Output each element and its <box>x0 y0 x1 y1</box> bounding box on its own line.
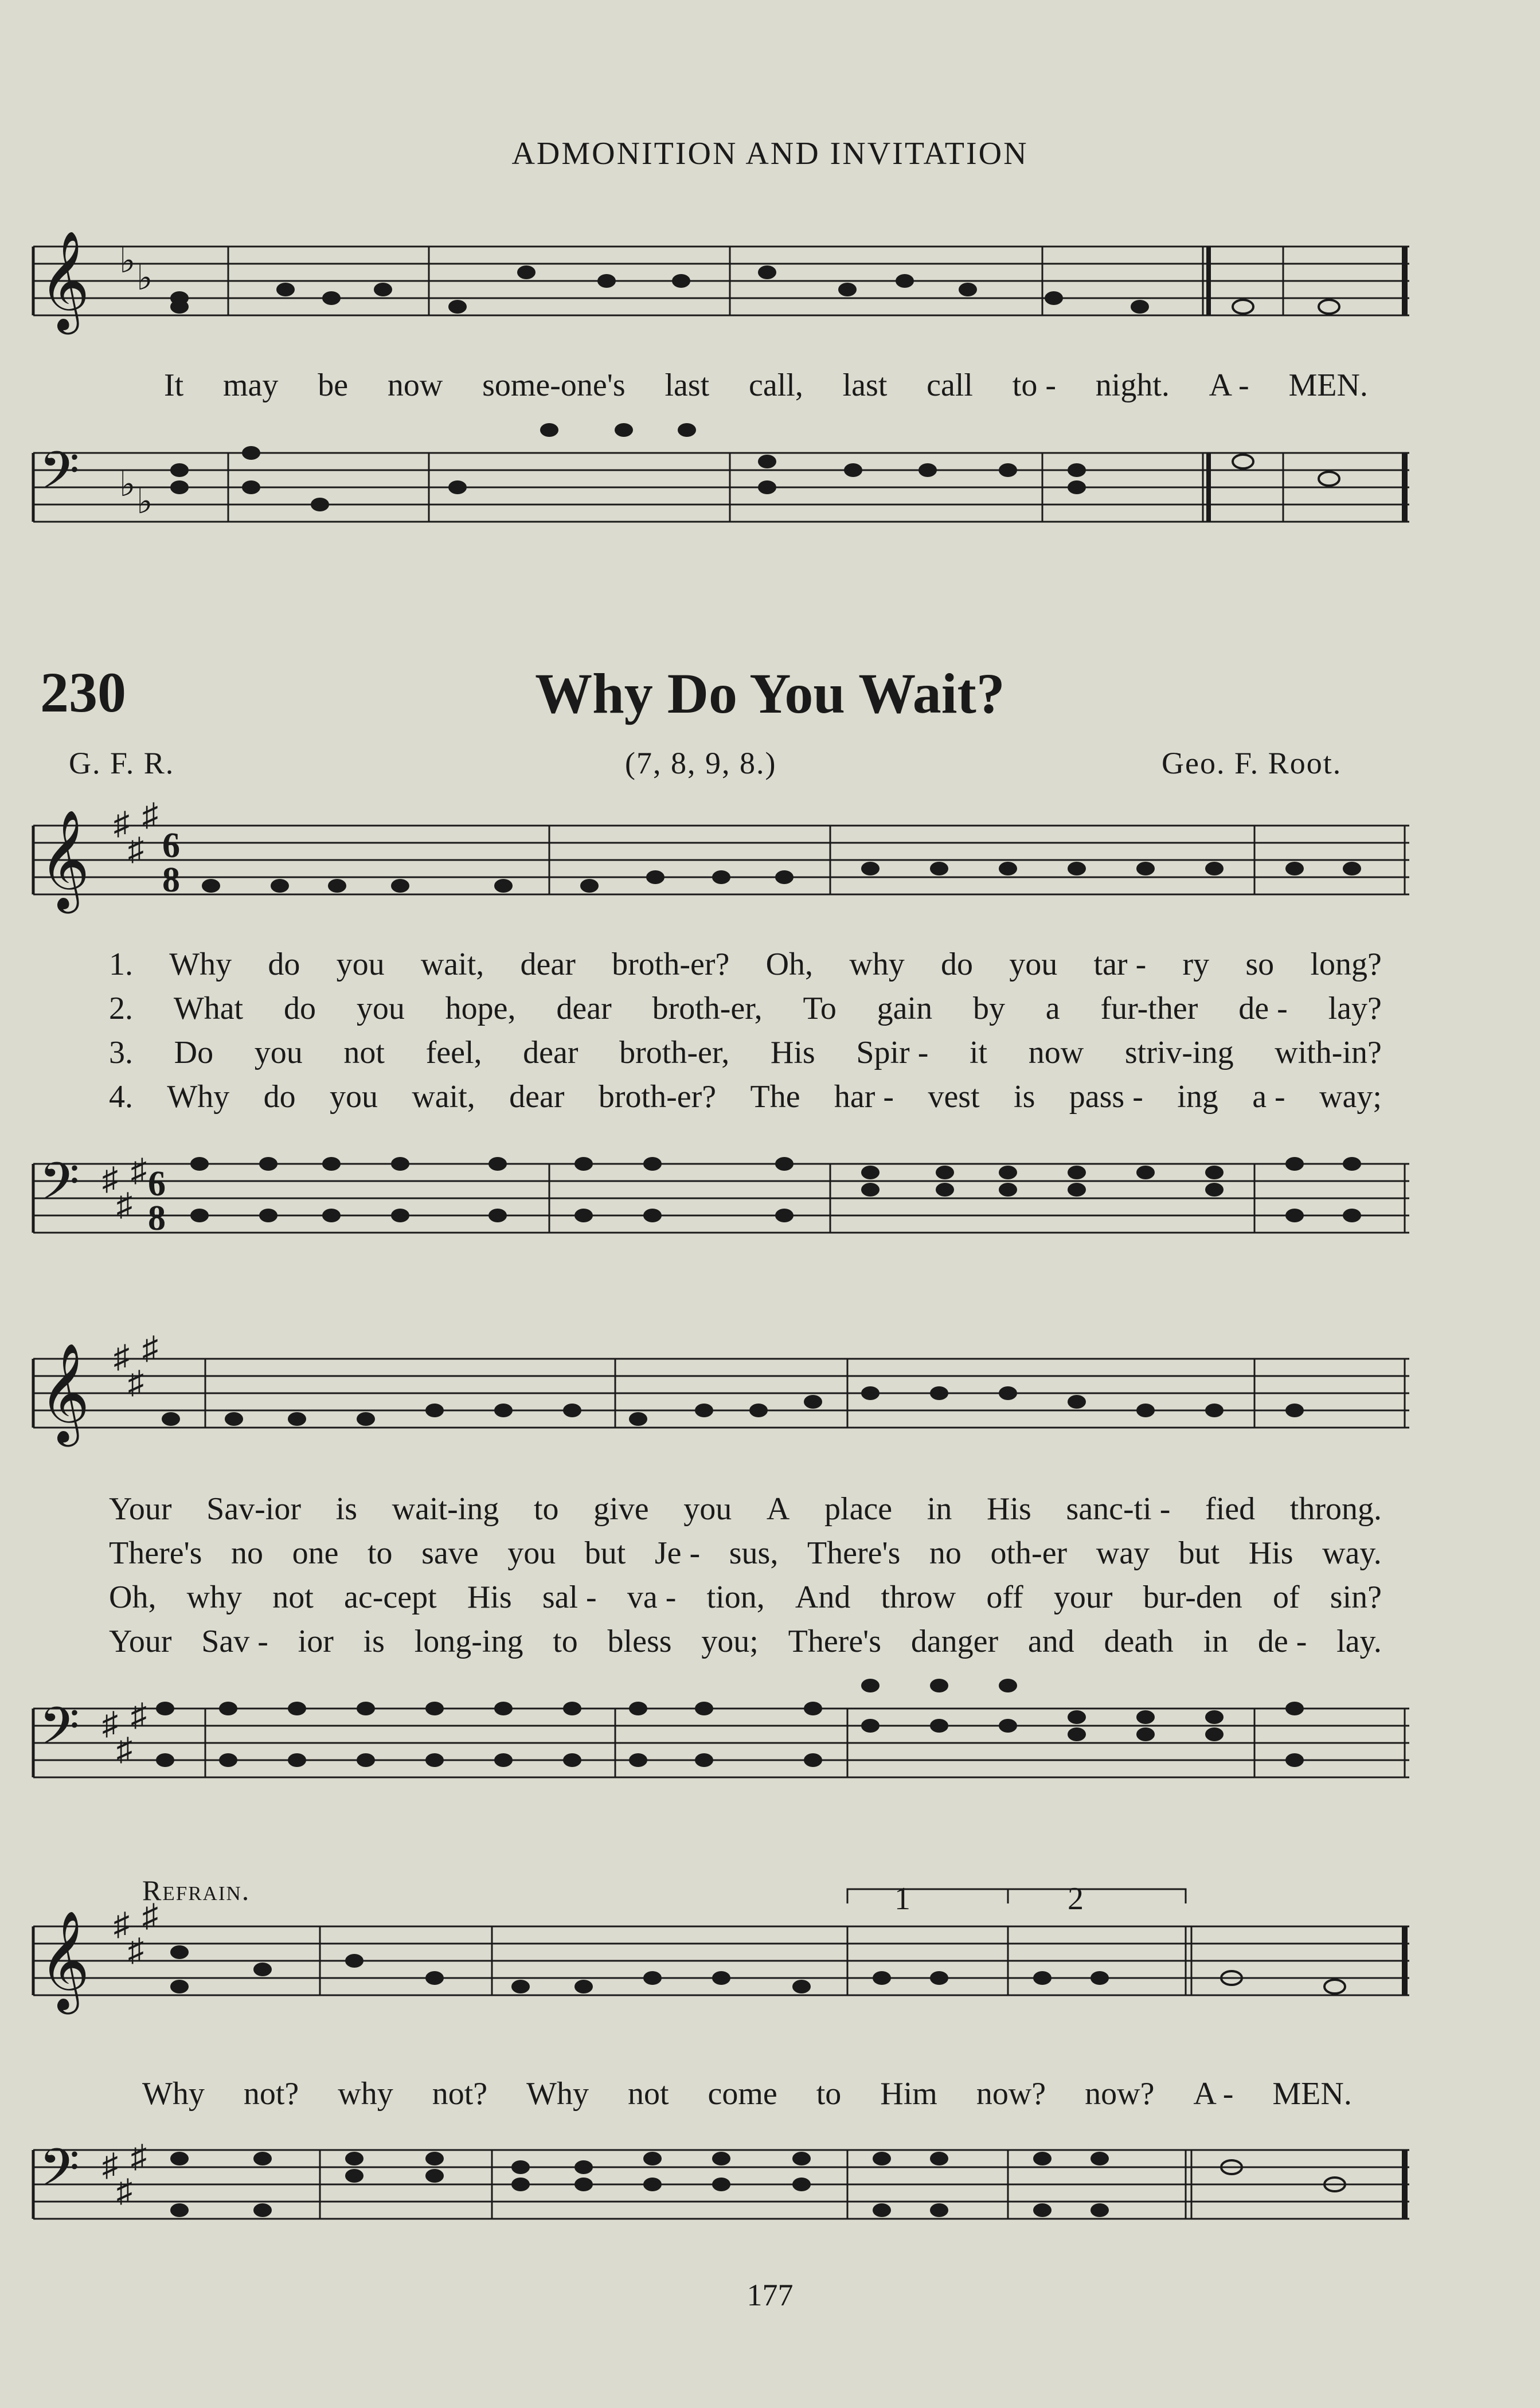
lyric: Why <box>142 2076 205 2112</box>
svg-text:♯: ♯ <box>116 2174 132 2209</box>
lyric: you; <box>701 1624 759 1659</box>
svg-text:♭: ♭ <box>119 466 136 503</box>
lyric: do <box>283 991 316 1026</box>
lyric: Do <box>174 1035 214 1070</box>
svg-text:♯: ♯ <box>102 2148 118 2183</box>
lyric: not <box>627 2076 669 2112</box>
verse-2-line-1 <box>109 990 1382 1027</box>
lyric: you <box>683 1491 732 1527</box>
lyric: is <box>363 1624 385 1659</box>
lyric: Your <box>109 1491 172 1527</box>
lyric: so <box>1245 947 1275 982</box>
lyric: 4. <box>109 1079 133 1115</box>
lyric: broth-er, <box>619 1035 730 1070</box>
lyric: no <box>231 1535 264 1571</box>
lyric: you <box>356 991 405 1026</box>
lyric: way <box>1096 1535 1150 1571</box>
lyric: 1. <box>109 947 133 982</box>
lyric: throng. <box>1289 1491 1382 1527</box>
lyric: one <box>292 1535 339 1571</box>
lyric: ing <box>1177 1079 1218 1115</box>
svg-text:♯: ♯ <box>116 1187 132 1223</box>
lyric: no <box>929 1535 961 1571</box>
lyric: why <box>186 1580 243 1615</box>
lyric: give <box>593 1491 649 1527</box>
svg-text:♯: ♯ <box>102 1706 118 1742</box>
lyric: is <box>1014 1079 1035 1115</box>
lyric: Sav-ior <box>206 1491 301 1527</box>
verse-4-line-2 <box>109 1623 1382 1660</box>
lyric: And <box>795 1580 851 1615</box>
lyric: to - <box>1012 368 1056 403</box>
lyric: bur-den <box>1143 1580 1242 1615</box>
lyric: place <box>824 1491 893 1527</box>
time-sig-top: 6 <box>148 1164 166 1203</box>
system2-bass-staff <box>33 1691 1409 1823</box>
lyric: but <box>584 1535 626 1571</box>
verse-4-line-1 <box>109 1078 1382 1115</box>
lyric: A <box>766 1491 790 1527</box>
lyric: It <box>164 368 184 403</box>
lyric: wait, <box>420 947 484 982</box>
lyric: throw <box>881 1580 956 1615</box>
lyric: va - <box>627 1580 677 1615</box>
lyric: now <box>387 368 443 403</box>
lyric: His <box>770 1035 815 1070</box>
lyric: long? <box>1310 947 1382 982</box>
svg-text:♯: ♯ <box>128 1933 144 1968</box>
lyric: hope, <box>445 991 516 1026</box>
verse-2-line-2 <box>109 1535 1382 1572</box>
lyric: way; <box>1319 1079 1382 1115</box>
verse-1-line-2 <box>109 1491 1382 1527</box>
prev-hymn-bass-staff <box>33 436 1409 562</box>
svg-text:♯: ♯ <box>114 1339 130 1375</box>
lyric: a <box>1045 991 1060 1026</box>
lyric: lay. <box>1336 1624 1382 1659</box>
svg-text:𝄢: 𝄢 <box>39 1696 80 1769</box>
svg-text:♯: ♯ <box>102 1162 118 1197</box>
lyric: fur-ther <box>1100 991 1198 1026</box>
verse-3-line-2 <box>109 1579 1382 1616</box>
lyric: long-ing <box>414 1624 523 1659</box>
lyric: His <box>987 1491 1031 1527</box>
lyric: by <box>972 991 1005 1026</box>
svg-text:𝄞: 𝄞 <box>39 1343 90 1443</box>
lyric: some-one's <box>482 368 626 403</box>
lyric: bless <box>607 1624 672 1659</box>
svg-text:𝄞: 𝄞 <box>39 230 90 330</box>
lyric: now? <box>976 2076 1046 2112</box>
lyric: you <box>254 1035 303 1070</box>
lyric: why <box>338 2076 393 2112</box>
lyric: His <box>467 1580 512 1615</box>
lyric: not <box>343 1035 385 1070</box>
lyric: sanc-ti - <box>1066 1491 1171 1527</box>
svg-text:♯: ♯ <box>114 806 130 842</box>
lyric: Your <box>109 1624 172 1659</box>
svg-text:♯: ♯ <box>131 1698 147 1733</box>
lyric: your <box>1053 1580 1113 1615</box>
lyric: danger <box>910 1624 999 1659</box>
composer-credit: Geo. F. Root. <box>1162 746 1342 780</box>
lyric: dear <box>556 991 612 1026</box>
lyric: Why <box>169 947 232 982</box>
lyric: wait-ing <box>392 1491 499 1527</box>
lyric: ry <box>1182 947 1210 982</box>
lyric: tion, <box>706 1580 765 1615</box>
system2-treble-staff <box>33 1331 1409 1468</box>
lyric: oth-er <box>990 1535 1068 1571</box>
svg-text:♯: ♯ <box>114 1907 130 1942</box>
lyric: and <box>1027 1624 1074 1659</box>
lyric: tar - <box>1093 947 1147 982</box>
lyric: Why <box>526 2076 589 2112</box>
second-ending-label: 2 <box>1068 1881 1084 1917</box>
lyric: you <box>1009 947 1058 982</box>
lyric: in <box>927 1491 952 1527</box>
lyric: why <box>849 947 905 982</box>
lyric: save <box>421 1535 479 1571</box>
lyric: you <box>329 1079 378 1115</box>
lyric: What <box>173 991 244 1026</box>
lyric: now <box>1028 1035 1084 1070</box>
lyric: to <box>553 1624 578 1659</box>
svg-text:𝄢: 𝄢 <box>39 2137 80 2211</box>
lyric: not? <box>432 2076 488 2112</box>
lyric: sal - <box>542 1580 597 1615</box>
lyric: Him <box>880 2076 937 2112</box>
lyric: to <box>533 1491 559 1527</box>
lyric: dear <box>509 1079 565 1115</box>
meter: (7, 8, 9, 8.) <box>625 746 777 780</box>
lyric: 2. <box>109 991 133 1026</box>
svg-text:♯: ♯ <box>128 1365 144 1401</box>
svg-text:♯: ♯ <box>142 1331 158 1366</box>
hymn-number: 230 <box>40 660 126 724</box>
lyric: is <box>335 1491 358 1527</box>
lyric: striv-ing <box>1124 1035 1234 1070</box>
lyric: may <box>223 368 279 403</box>
system1-bass-staff <box>33 1147 1409 1279</box>
lyric: Sav - <box>201 1624 268 1659</box>
lyric: Oh, <box>109 1580 157 1615</box>
lyric: be <box>318 368 349 403</box>
verse-3-line-1 <box>109 1034 1382 1071</box>
lyric: feel, <box>425 1035 482 1070</box>
lyric: Spir - <box>856 1035 929 1070</box>
svg-text:♭: ♭ <box>119 242 136 280</box>
refrain-label: Refrain. <box>142 1874 251 1906</box>
lyric: vest <box>928 1079 980 1115</box>
lyric: you <box>507 1535 556 1571</box>
lyric: There's <box>788 1624 882 1659</box>
lyric: do <box>268 947 300 982</box>
lyric: night. <box>1095 368 1170 403</box>
svg-text:♯: ♯ <box>142 1898 158 1934</box>
lyric: broth-er? <box>598 1079 717 1115</box>
lyric: ior <box>298 1624 334 1659</box>
lyric: har - <box>834 1079 894 1115</box>
lyric: pass - <box>1069 1079 1143 1115</box>
lyric: Je - <box>654 1535 701 1571</box>
hymn-title: Why Do You Wait? <box>535 662 1005 725</box>
lyric: last <box>842 368 888 403</box>
author-credit: G. F. R. <box>69 746 175 780</box>
svg-text:♯: ♯ <box>116 1732 132 1768</box>
lyric: last <box>665 368 710 403</box>
prev-hymn-treble-staff <box>33 229 1409 344</box>
lyric: call, <box>749 368 803 403</box>
page-number: 177 <box>746 2278 794 2312</box>
refrain-lyrics <box>142 2075 1352 2112</box>
lyric: A - <box>1209 368 1249 403</box>
time-sig-bottom: 8 <box>162 861 180 900</box>
lyric: off <box>986 1580 1023 1615</box>
lyric: but <box>1178 1535 1220 1571</box>
lyric: MEN. <box>1272 2076 1352 2112</box>
first-ending-label: 1 <box>894 1881 910 1917</box>
system1-treble-staff <box>33 798 1409 923</box>
lyric: death <box>1104 1624 1174 1659</box>
lyric: wait, <box>412 1079 475 1115</box>
lyric: de - <box>1257 1624 1307 1659</box>
lyric: now? <box>1085 2076 1155 2112</box>
time-sig-bottom: 8 <box>148 1199 166 1238</box>
svg-text:𝄞: 𝄞 <box>39 1910 90 2010</box>
lyric: do <box>941 947 974 982</box>
lyric: gain <box>877 991 933 1026</box>
lyric: call <box>927 368 973 403</box>
svg-text:♯: ♯ <box>131 1153 147 1189</box>
svg-text:𝄞: 𝄞 <box>39 810 90 909</box>
lyric: sin? <box>1330 1580 1382 1615</box>
svg-text:𝄢: 𝄢 <box>39 1151 80 1225</box>
lyric: There's <box>109 1535 202 1571</box>
lyric: sus, <box>729 1535 779 1571</box>
lyric: in <box>1203 1624 1229 1659</box>
refrain-bass-staff <box>33 2133 1409 2265</box>
svg-text:♭: ♭ <box>136 483 153 521</box>
lyric: lay? <box>1328 991 1382 1026</box>
lyric: broth-er, <box>652 991 763 1026</box>
lyric: MEN. <box>1288 368 1368 403</box>
lyric: A - <box>1193 2076 1234 2112</box>
lyric: His <box>1248 1535 1293 1571</box>
lyric: way. <box>1322 1535 1382 1571</box>
lyric: de - <box>1238 991 1288 1026</box>
lyric: dear <box>523 1035 579 1070</box>
time-sig-top: 6 <box>162 826 180 865</box>
svg-text:♯: ♯ <box>128 832 144 867</box>
lyric: ac-cept <box>344 1580 437 1615</box>
lyric: it <box>969 1035 988 1070</box>
lyric: with-in? <box>1275 1035 1382 1070</box>
lyric: 3. <box>109 1035 133 1070</box>
lyric: There's <box>807 1535 901 1571</box>
prev-hymn-lyrics <box>164 367 1368 404</box>
lyric: to <box>816 2076 842 2112</box>
svg-text:♯: ♯ <box>142 798 158 833</box>
lyric: a - <box>1252 1079 1285 1115</box>
lyric: fied <box>1205 1491 1256 1527</box>
refrain-treble-staff <box>33 1886 1409 2035</box>
svg-text:♭: ♭ <box>136 259 153 297</box>
verse-1-line-1 <box>109 946 1382 983</box>
lyric: The <box>750 1079 800 1115</box>
section-header: ADMONITION AND INVITATION <box>511 136 1029 171</box>
lyric: not? <box>243 2076 299 2112</box>
lyric: you <box>336 947 385 982</box>
lyric: Why <box>167 1079 230 1115</box>
lyric: broth-er? <box>612 947 730 982</box>
lyric: To <box>803 991 837 1026</box>
lyric: dear <box>520 947 576 982</box>
lyric: of <box>1272 1580 1300 1615</box>
lyric: not <box>272 1580 314 1615</box>
svg-text:♯: ♯ <box>131 2139 147 2175</box>
svg-text:𝄢: 𝄢 <box>39 440 80 514</box>
lyric: to <box>368 1535 393 1571</box>
lyric: come <box>708 2076 777 2112</box>
lyric: Oh, <box>765 947 814 982</box>
lyric: do <box>263 1079 296 1115</box>
